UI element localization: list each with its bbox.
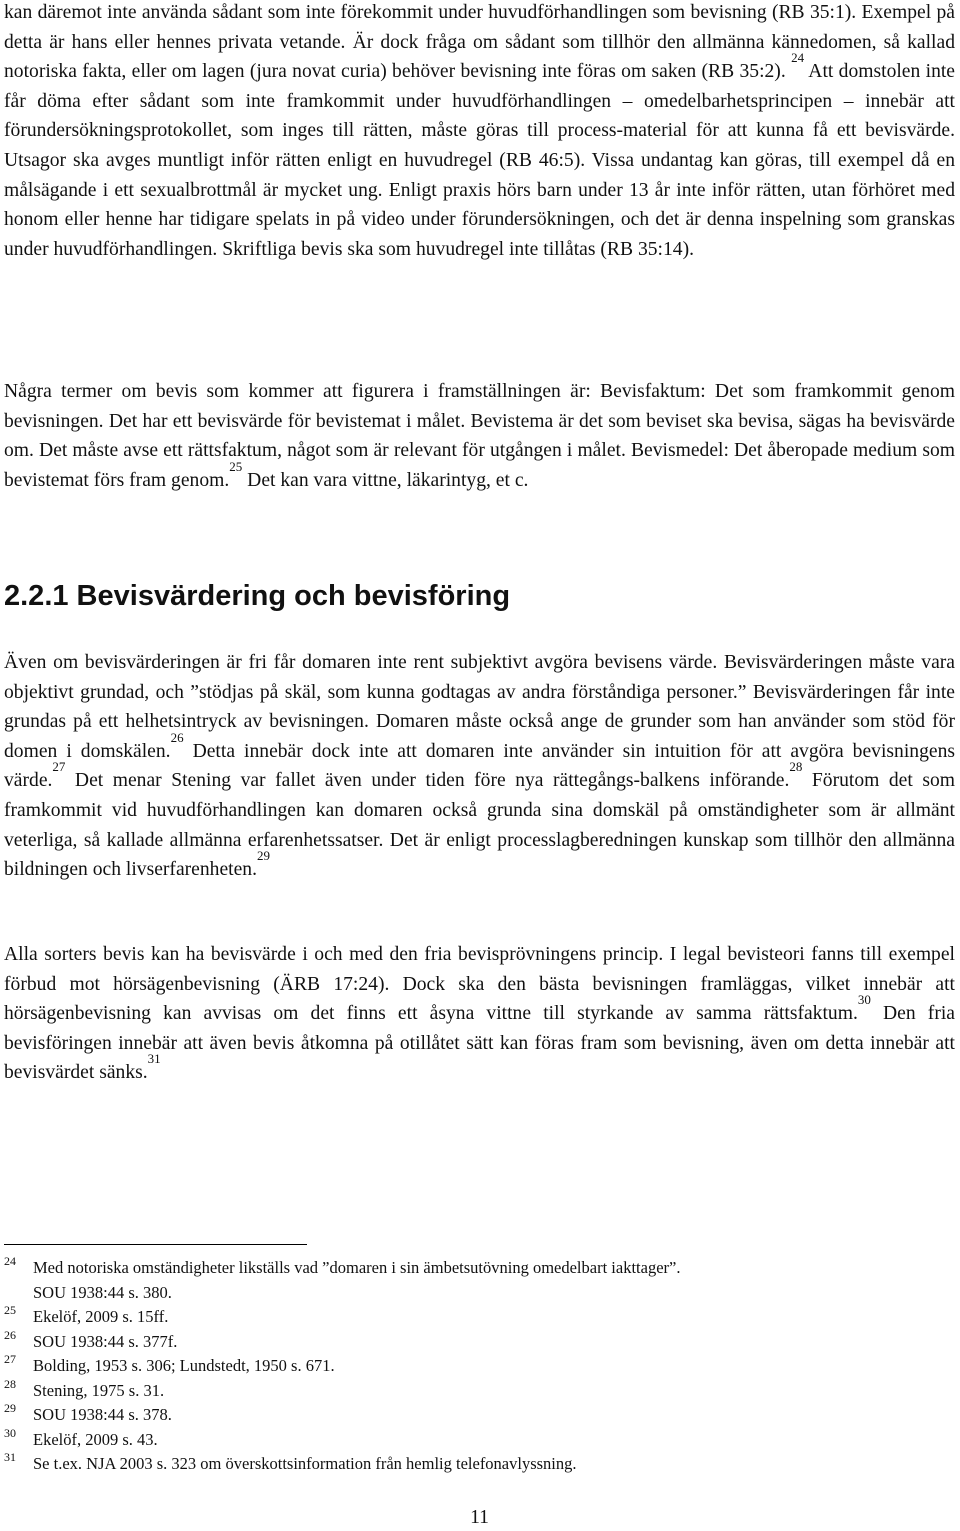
footnote-reference[interactable]: 28 [789,759,803,775]
paragraph-text: Den fria bevisföringen innebär att även bevis åtkomna på otillåtet sätt kan föras fram som bevisning, även om detta innebär att bevisvärdet sänks. [4,1003,955,1084]
footnote-number: 25 [4,1303,16,1317]
footnote-number: 28 [4,1376,16,1391]
footnote-text: Bolding, 1953 s. 306; Lundstedt, 1950 s. 671. [33,1356,335,1375]
footnotes [4,1256,944,1477]
footnote-reference[interactable]: 25 [229,458,243,474]
paragraph-text: Det menar Stening var fallet även under tiden före nya rättegångs-balkens införande. [65,770,790,792]
footnote [4,1376,944,1404]
footnote [4,1403,944,1428]
footnote-reference[interactable]: 27 [52,759,66,775]
footnote-text-continued: SOU 1938:44 s. 380. [33,1282,172,1302]
footnote-text: SOU 1938:44 s. 378. [33,1405,172,1424]
footnote-reference[interactable]: 31 [147,1051,161,1067]
footnote-reference[interactable]: 30 [857,992,871,1008]
footnote-number: 30 [4,1425,16,1440]
body-paragraph [4,648,955,885]
paragraph-text: Att domstolen inte får döma efter sådant som inte framkommit under huvudförhandlingen – omedelbarhetsprincipen – innebär att förundersökningsprotokollet, som inges till rätten, måste göras till process-material för att kunna få ett bevisvärde. Utsagor ska avges muntligt inför rätten enligt en huvudregel (RB 46:5). Vissa undantag kan göras, till exempel då en målsägande i ett sexualbrottmål är mycket ung. Enligt praxis hörs barn under 13 år inte inför rätten, utan förhöret med honom eller henne har tidigare spelats in på video under förundersökningen, och det är denna inspelning som granskas under huvudförhandlingen. Skriftliga bevis ska som huvudregel inte tillåtas (RB 35:14). [4,61,956,260]
footnote-text: Ekelöf, 2009 s. 43. [33,1429,158,1449]
footnote-reference[interactable]: 29 [257,848,270,864]
footnote-reference[interactable]: 24 [791,50,805,66]
footnote-text: Se t.ex. NJA 2003 s. 323 om överskottsinformation från hemlig telefonavlyssning. [33,1454,577,1473]
paragraph-text: Även om bevisvärderingen är fri får domaren inte rent subjektivt avgöra bevisens värde. Bevisvärderingen måste vara objektivt grundad, och ”stödjas på skäl, som kunna godtagas av andra förståndiga personer.” Bevisvärderingen får inte grundas på ett helhetsintryck av bevisningen. Domaren måste också ange de grunder som han använder som stöd för domen i domskälen. [4,652,955,762]
footnote-number: 31 [4,1450,16,1464]
paragraph-text: Några termer om bevis som kommer att figurera i framställningen är: Bevisfaktum: Det som framkommit genom bevisningen. Det har ett bevisvärde för bevistemat i målet. Bevistema är det som beviset ska bevisa, sägas ha bevisvärde om. Det måste avse ett rättsfaktum, något som är relevant för utgången i målet. Bevismedel: Det åberopade medium som bevistemat förs fram genom. [4,381,955,491]
paragraph-text: Detta innebär dock inte att domaren inte använder sin intuition för att avgöra bevisningens värde. [4,740,955,792]
footnote-text: SOU 1938:44 s. 377f. [33,1331,178,1351]
footnote [4,1327,944,1355]
paragraph-text: Alla sorters bevis kan ha bevisvärde i och med den fria bevisprövningens princip. I legal bevisteori fanns till exempel förbud mot hörsägenbevisning (ÄRB 17:24). Dock ska den bästa bevisningen framläggas, vilket innebär att hörsägenbevisning kan avvisas om det finns ett åsyna vittne till styrkande av samma rättsfaktum. [4,944,955,1025]
paragraph-text: Förutom det som framkommit vid huvudförhandlingen kan domaren också grunda sina domskäl på omständigheter som är allmänt veterliga, så kallade allmänna erfarenhetssatser. Det är enligt processlagberedningen kunskap som tillhör den allmänna bildningen och livserfarenheten. [4,770,955,881]
footnote-number: 27 [4,1352,16,1366]
footnote [4,1425,944,1453]
paragraph-text: Det kan vara vittne, läkarintyg, et c. [242,469,529,491]
footnote-reference[interactable]: 26 [170,729,184,745]
footnote-text: Ekelöf, 2009 s. 15ff. [33,1307,169,1326]
footnote [4,1305,944,1330]
footnote-text: Med notoriska omständigheter likställs vad ”domaren i sin ämbetsutövning omedelbart iakttager”. [33,1258,681,1277]
footnote-divider [4,1244,307,1245]
footnote-number: 26 [4,1327,16,1342]
body-paragraph [4,0,955,264]
body-paragraph [4,940,955,1088]
footnote [4,1452,944,1477]
section-heading: 2.2.1 Bevisvärdering och bevisföring [4,580,511,612]
footnote [4,1256,944,1281]
footnote [4,1354,944,1379]
page-number: 11 [470,1507,489,1528]
paragraph-text: kan däremot inte använda sådant som inte förekommit under huvudförhandlingen som bevisning (RB 35:1). Exempel på detta är hans eller hennes privata vetande. Är dock fråga om sådant som tillhör den allmänna kännedomen, så kallad notoriska fakta, eller om lagen (jura novat curia) behöver bevisning inte föras om saken (RB 35:2). [4,2,955,83]
body-paragraph [4,377,955,495]
footnote-number: 24 [4,1254,16,1268]
footnote-number: 29 [4,1401,16,1415]
footnote-text: Stening, 1975 s. 31. [33,1380,165,1400]
